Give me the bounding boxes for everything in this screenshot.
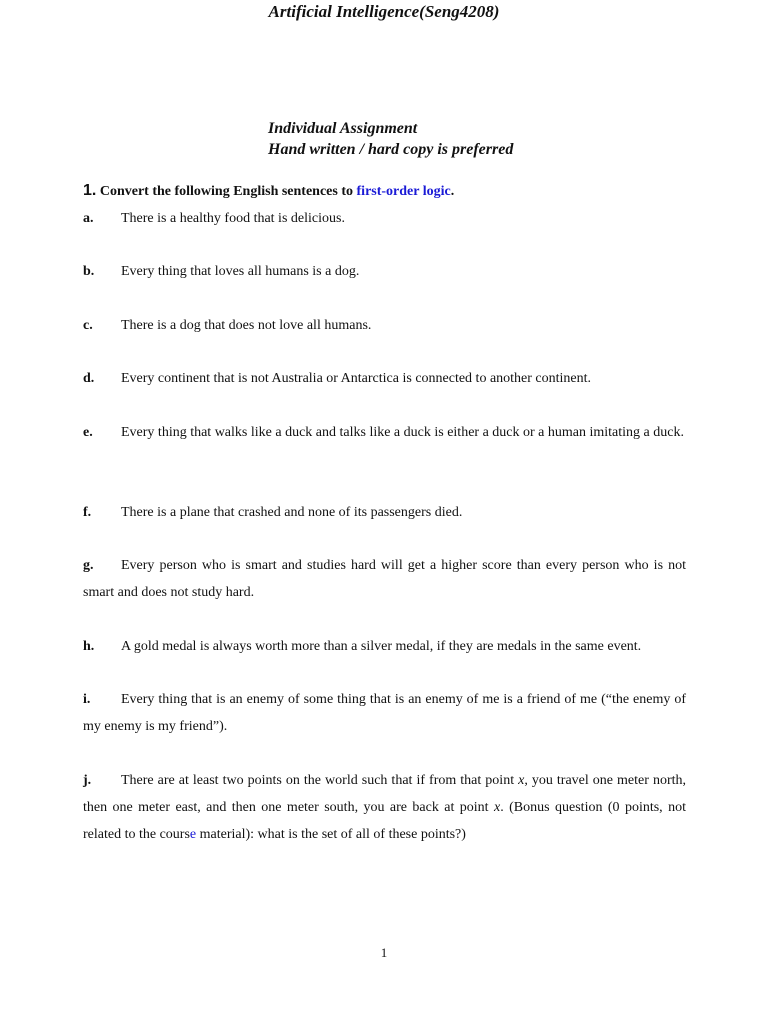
page-number: 1: [380, 945, 388, 960]
item-text-highlight: e: [189, 827, 197, 842]
item-letter: e.: [83, 425, 93, 440]
question-prompt-end: .: [450, 184, 455, 199]
item-letter: i.: [83, 692, 91, 707]
list-item-c: [83, 312, 686, 339]
course-title: Artificial Intelligence(Seng4208): [268, 2, 500, 21]
first-order-logic-link[interactable]: first-order logic: [356, 184, 451, 199]
list-item-h: [83, 633, 686, 660]
list-item-e: [83, 419, 686, 446]
assignment-title: Individual Assignment: [268, 120, 418, 137]
item-text: Every thing that is an enemy of some thing that is an enemy of me is a friend of me (“the enemy of my enemy is my friend”).: [83, 692, 686, 734]
item-text: , you travel one meter north, then one meter east, and then one meter south, you are back at point: [83, 773, 686, 815]
assignment-instruction: Hand written / hard copy is preferred: [268, 141, 514, 158]
item-text: Every thing that loves all humans is a dog.: [121, 264, 360, 279]
item-letter: g.: [83, 558, 94, 573]
variable-x: x: [518, 773, 525, 788]
item-letter: j.: [83, 773, 92, 788]
item-text: . (Bonus question (0 points, not related to the cours: [83, 800, 686, 842]
list-item-b: [83, 258, 686, 285]
item-letter: d.: [83, 371, 95, 386]
question-number: 1.: [83, 182, 97, 199]
list-item-i: [83, 686, 686, 740]
list-item-f: [83, 499, 686, 526]
item-text: There are at least two points on the world such that if from that point: [121, 773, 519, 788]
question-heading: [83, 181, 454, 202]
item-text: material): what is the set of all of these points?): [196, 827, 466, 842]
item-text: Every person who is smart and studies hard will get a higher score than every person who is not smart and does not study hard.: [83, 558, 686, 600]
item-text: A gold medal is always worth more than a silver medal, if they are medals in the same event.: [121, 639, 642, 654]
list-item-d: [83, 365, 686, 392]
item-text: There is a healthy food that is delicious.: [121, 211, 345, 226]
item-text: Every thing that walks like a duck and talks like a duck is either a duck or a human imitating a duck.: [121, 425, 684, 440]
item-letter: f.: [83, 505, 92, 520]
variable-x: x: [494, 800, 501, 815]
item-letter: c.: [83, 318, 93, 333]
item-letter: a.: [83, 211, 94, 226]
question-prompt: Convert the following English sentences to: [99, 184, 354, 199]
item-text: There is a dog that does not love all humans.: [121, 318, 372, 333]
item-text: There is a plane that crashed and none of its passengers died.: [121, 505, 463, 520]
item-text: Every continent that is not Australia or Antarctica is connected to another continent.: [121, 371, 592, 386]
list-item-j: [83, 767, 686, 848]
item-letter: b.: [83, 264, 95, 279]
assignment-title-block: [268, 118, 513, 160]
list-item-g: [83, 552, 686, 606]
item-letter: h.: [83, 639, 95, 654]
list-item-a: [83, 205, 686, 232]
